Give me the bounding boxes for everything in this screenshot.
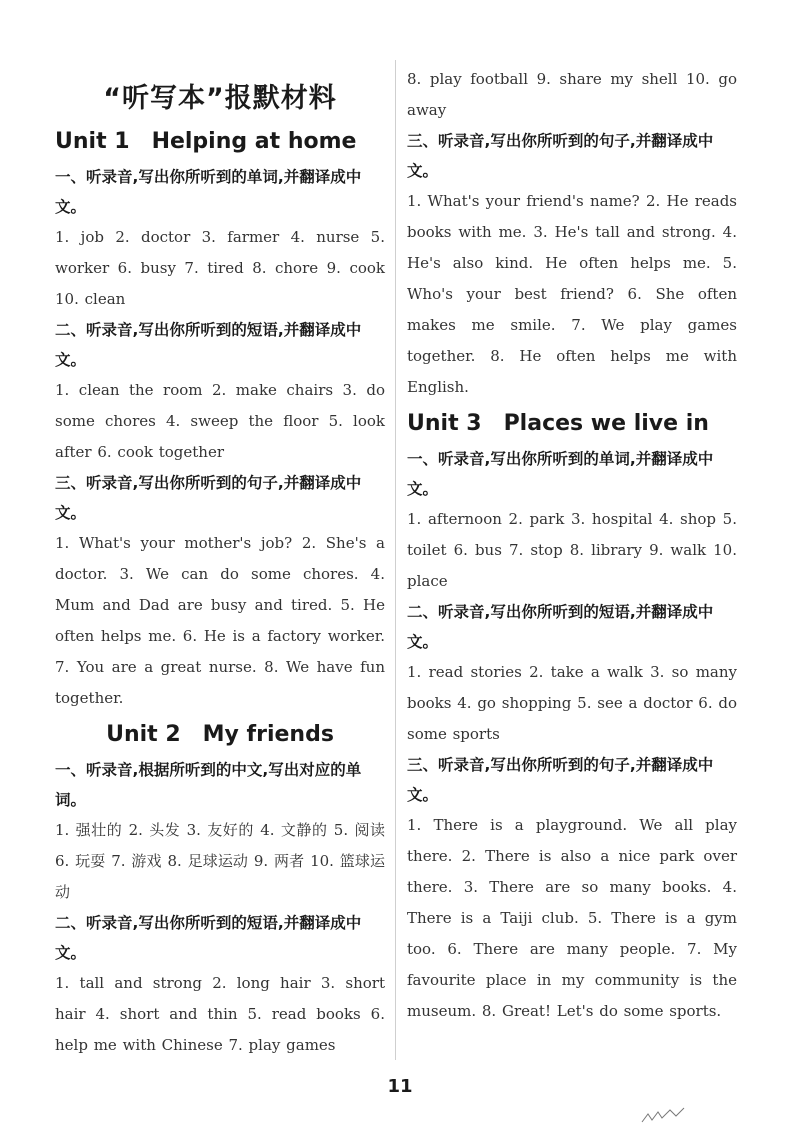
unit-1-phrases-heading: 二、听录音,写出你所听到的短语,并翻译成中文。 (55, 321, 362, 369)
unit-1-number: Unit 1 (55, 129, 130, 154)
unit-1-words-list: 1. job 2. doctor 3. farmer 4. nurse 5. worker 6. busy 7. tired 8. chore 9. cook 10. clean (55, 228, 385, 308)
unit-2-phrases-list: 1. tall and strong 2. long hair 3. short hair 4. short and thin 5. read books 6. help me with Chinese 7. play games (55, 974, 385, 1054)
unit-3-title (407, 411, 737, 436)
unit-2-sentences-list: 1. What's your friend's name? 2. He reads books with me. 3. He's tall and strong. 4. He's also kind. He often helps me. 5. Who's your best friend? 6. She often makes me smile. 7. We play games together. 8. He often helps me with English. (407, 192, 737, 396)
unit-3-sentences-heading: 三、听录音,写出你所听到的句子,并翻译成中文。 (407, 756, 714, 804)
page-title: “听写本”报默材料 (103, 83, 337, 114)
unit-2-phrases-list-continued: 8. play football 9. share my shell 10. go away (407, 70, 737, 119)
unit-3-name: Places we live in (503, 411, 709, 436)
unit-2-sentences-heading: 三、听录音,写出你所听到的句子,并翻译成中文。 (407, 132, 714, 180)
unit-2-phrases-heading: 二、听录音,写出你所听到的短语,并翻译成中文。 (55, 914, 362, 962)
unit-1-name: Helping at home (151, 129, 357, 154)
unit-3-sentences-list: 1. There is a playground. We all play there. 2. There is also a nice park over there. 3. There are so many books. 4. There is a Taiji club. 5. There is a gym too. 6. There are many people. 7. My favourite place in my community is the museum. 8. Great! Let's do some sports. (407, 816, 737, 1020)
unit-2-words-heading: 一、听录音,根据所听到的中文,写出对应的单词。 (55, 761, 362, 809)
column-divider (395, 60, 396, 1060)
unit-3-phrases-list: 1. read stories 2. take a walk 3. so many books 4. go shopping 5. see a doctor 6. do some sports (407, 663, 737, 743)
unit-3-words-heading: 一、听录音,写出你所听到的单词,并翻译成中文。 (407, 450, 714, 498)
unit-3-number: Unit 3 (407, 411, 482, 436)
unit-3-phrases-heading: 二、听录音,写出你所听到的短语,并翻译成中文。 (407, 603, 714, 651)
page-number: 11 (387, 1076, 413, 1097)
unit-1-title (55, 129, 385, 154)
unit-2-words-list: 1. 强壮的 2. 头发 3. 友好的 4. 文静的 5. 阅读 6. 玩耍 7. 游戏 8. 足球运动 9. 两者 10. 篮球运动 (55, 821, 385, 901)
unit-1-phrases-list: 1. clean the room 2. make chairs 3. do some chores 4. sweep the floor 5. look after 6. cook together (55, 381, 385, 461)
left-column (55, 64, 385, 1061)
unit-2-title (55, 722, 385, 747)
pencil-scribble-mark (640, 1098, 700, 1128)
unit-1-sentences-list: 1. What's your mother's job? 2. She's a doctor. 3. We can do some chores. 4. Mum and Dad are busy and tired. 5. He often helps me. 6. He is a factory worker. 7. You are a great nurse. 8. We have fun together. (55, 534, 385, 707)
unit-1-sentences-heading: 三、听录音,写出你所听到的句子,并翻译成中文。 (55, 474, 362, 522)
unit-2-number: Unit 2 (106, 722, 181, 747)
unit-3-words-list: 1. afternoon 2. park 3. hospital 4. shop 5. toilet 6. bus 7. stop 8. library 9. walk 10. place (407, 510, 737, 590)
unit-1-words-heading: 一、听录音,写出你所听到的单词,并翻译成中文。 (55, 168, 362, 216)
right-column (407, 64, 737, 1027)
unit-2-name: My friends (202, 722, 334, 747)
